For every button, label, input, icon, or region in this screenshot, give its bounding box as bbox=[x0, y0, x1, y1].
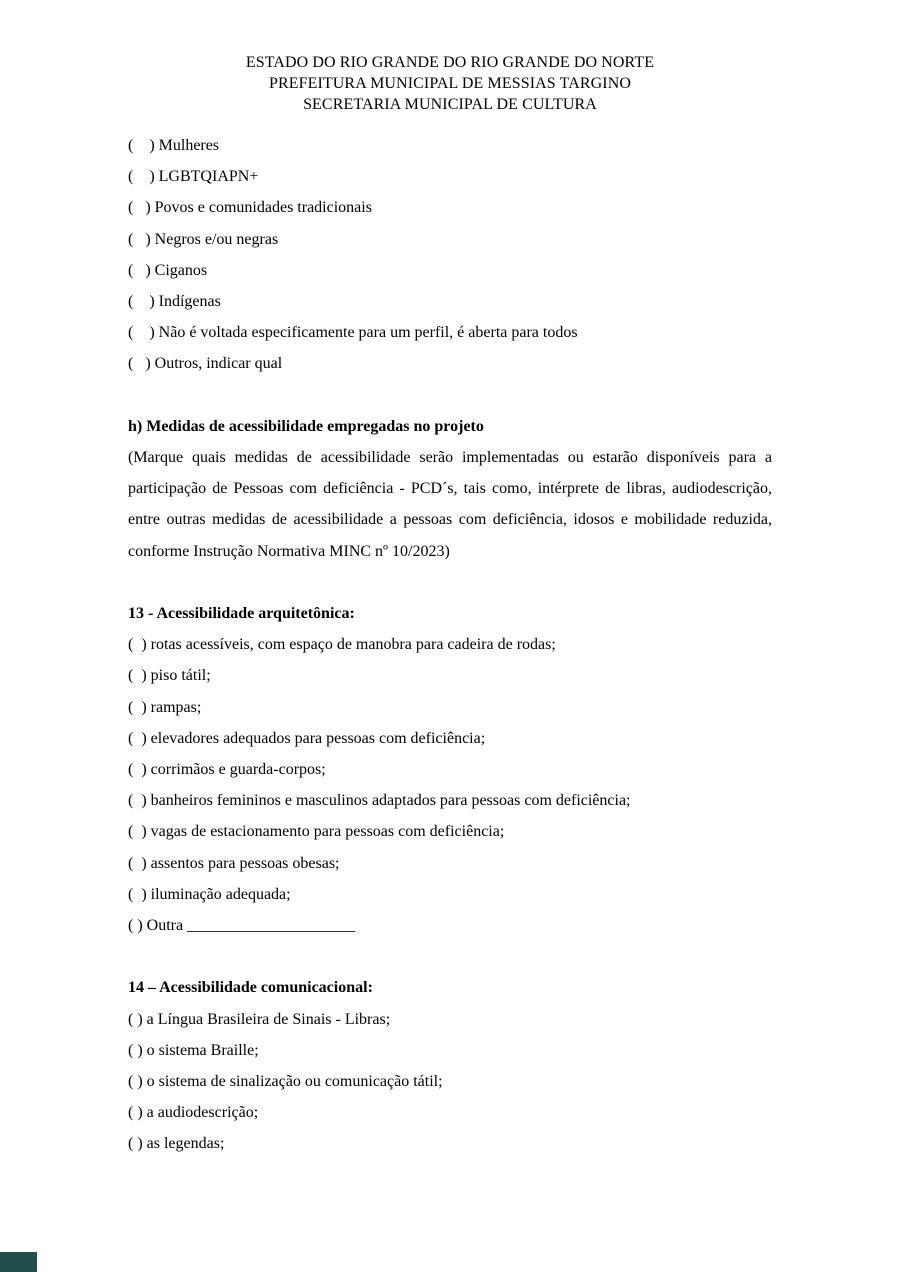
communicational-accessibility-checklist bbox=[128, 1004, 772, 1160]
checklist-item: ( ) o sistema de sinalização ou comunicação tátil; bbox=[128, 1073, 443, 1091]
checklist-item: ( ) piso tátil; bbox=[128, 667, 211, 685]
section-gap bbox=[128, 567, 772, 598]
page-content bbox=[128, 0, 772, 1160]
section-13-title: 13 - Acessibilidade arquitetônica: bbox=[128, 605, 355, 623]
architectural-accessibility-checklist bbox=[128, 629, 772, 941]
document-header bbox=[128, 52, 772, 115]
page-corner-marker bbox=[0, 1252, 37, 1272]
checklist-item: ( ) Outros, indicar qual bbox=[128, 355, 283, 373]
checklist-item: ( ) corrimãos e guarda-corpos; bbox=[128, 761, 326, 779]
section-h-description: (Marque quais medidas de acessibilidade serão implementadas ou estarão disponíveis para a participação de Pessoas com deficiência - PCD´s, tais como, intérprete de libras, audiodescrição, entre outras medidas de acessibilidade a pessoas com deficiência, idosos e mobilidade reduzida, conforme Instrução Normativa MINC nº 10/2023) bbox=[128, 449, 772, 560]
checklist-item: ( ) a Língua Brasileira de Sinais - Libras; bbox=[128, 1010, 391, 1028]
checklist-item: ( ) Outra _____________________ bbox=[128, 917, 356, 935]
checklist-item: ( ) o sistema Braille; bbox=[128, 1041, 259, 1059]
checklist-item: ( ) Indígenas bbox=[128, 293, 221, 311]
checklist-item: ( ) Negros e/ou negras bbox=[128, 230, 279, 248]
section-gap bbox=[128, 380, 772, 411]
checklist-item: ( ) assentos para pessoas obesas; bbox=[128, 854, 340, 872]
header-department-line: SECRETARIA MUNICIPAL DE CULTURA bbox=[303, 96, 597, 113]
checklist-item: ( ) a audiodescrição; bbox=[128, 1104, 259, 1122]
header-state-line: ESTADO DO RIO GRANDE DO RIO GRANDE DO NORTE bbox=[245, 54, 655, 71]
checklist-item: ( ) elevadores adequados para pessoas com deficiência; bbox=[128, 729, 486, 747]
checklist-item: ( ) as legendas; bbox=[128, 1135, 225, 1153]
section-h-title: h) Medidas de acessibilidade empregadas no projeto bbox=[128, 417, 484, 435]
checklist-item: ( ) vagas de estacionamento para pessoas com deficiência; bbox=[128, 823, 505, 841]
checklist-item: ( ) Povos e comunidades tradicionais bbox=[128, 199, 372, 217]
checklist-item: ( ) Mulheres bbox=[128, 137, 220, 154]
checklist-item: ( ) banheiros femininos e masculinos adaptados para pessoas com deficiência; bbox=[128, 792, 631, 810]
section-14-title: 14 – Acessibilidade comunicacional: bbox=[128, 979, 373, 997]
checklist-item: ( ) rotas acessíveis, com espaço de manobra para cadeira de rodas; bbox=[128, 636, 556, 654]
checklist-item: ( ) LGBTQIAPN+ bbox=[128, 168, 259, 186]
checklist-item: ( ) Ciganos bbox=[128, 261, 208, 279]
audience-checklist bbox=[128, 130, 772, 380]
header-municipality-line: PREFEITURA MUNICIPAL DE MESSIAS TARGINO bbox=[268, 75, 632, 92]
checklist-item: ( ) Não é voltada especificamente para um perfil, é aberta para todos bbox=[128, 324, 578, 342]
checklist-item: ( ) iluminação adequada; bbox=[128, 885, 291, 903]
checklist-item: ( ) rampas; bbox=[128, 698, 202, 716]
section-gap bbox=[128, 941, 772, 972]
